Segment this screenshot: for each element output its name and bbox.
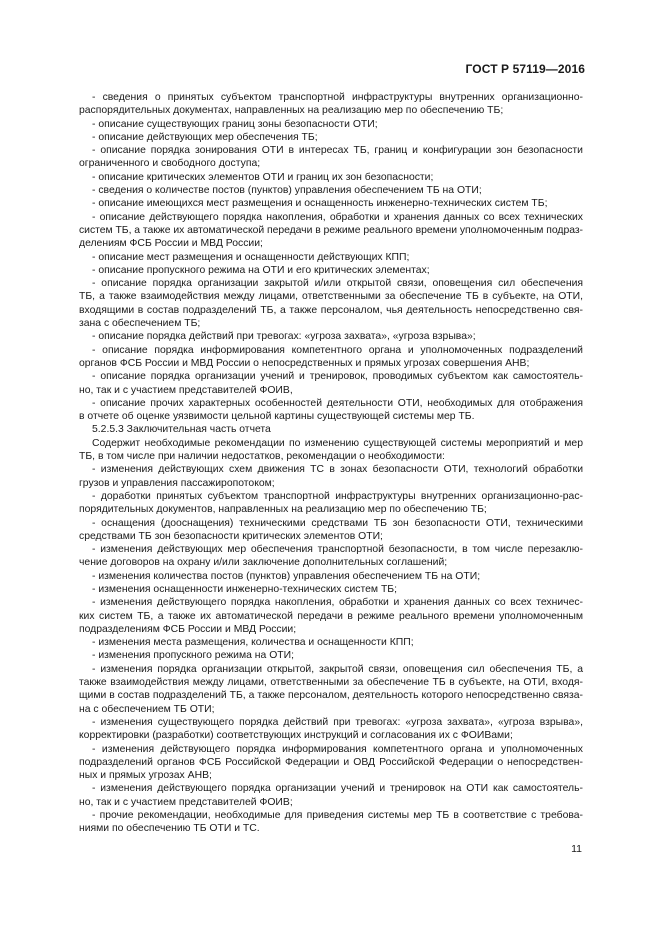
text-line: - описание порядка зонирования ОТИ в интересах ТБ, границ и конфигурации зон безопасности: [92, 145, 583, 157]
text-line: но, так и с участием представителей ФОИВ,: [79, 384, 293, 396]
text-line: - описание порядка информирования компетентного органа и уполномоченных подразделений: [92, 344, 583, 356]
text-line: ких систем ТБ, а также их автоматической передачи в режиме реального времени уполномоченным: [79, 610, 583, 622]
text-line: в отчете об оценке уязвимости цельной картины существующей системы мер ТБ.: [79, 411, 475, 423]
text-line: - описание действующих мер обеспечения ТБ;: [92, 131, 318, 143]
text-line: щими в состав подразделений ТБ, а также персоналом, деятельность которого непосредственно связа-: [79, 690, 583, 702]
text-line: порядительных документов, направленных на реализацию мер по обеспечению ТБ;: [79, 504, 487, 516]
text-line: распорядительных документах, направленных на реализацию мер по обеспечению ТБ;: [79, 105, 504, 117]
text-line: - описание мест размещения и оснащенности действующих КПП;: [92, 251, 410, 263]
page-number: 11: [571, 843, 582, 855]
text-line: чение договоров на охрану и/или заключение дополнительных соглашений;: [79, 557, 448, 569]
text-line: - описание критических элементов ОТИ и границ их зон безопасности;: [92, 171, 434, 183]
text-line: делениям ФСБ России и МВД России;: [79, 238, 263, 250]
text-line: грузов и управления пассажиропотоком;: [79, 477, 275, 489]
text-line: входящими в состав подразделений ТБ, а также персоналом, чья деятельность непосредственно свя-: [79, 304, 583, 316]
text-line: средствами ТБ зон безопасности критических элементов ОТИ;: [79, 530, 383, 542]
text-line: - прочие рекомендации, необходимые для приведения системы мер ТБ в соответствие с требова-: [92, 810, 583, 822]
text-line: 5.2.5.3 Заключительная часть отчета: [92, 424, 271, 436]
text-line: - изменения порядка организации открытой, закрытой связи, оповещения сил обеспечения ТБ, а: [92, 663, 583, 675]
text-line: - описание порядка организации закрытой и/или открытой связи, оповещения сил обеспечения: [92, 278, 583, 290]
text-line: - оснащения (дооснащения) техническими средствами ТБ зон безопасности ОТИ, техническими: [92, 517, 583, 529]
text-line: - описание пропускного режима на ОТИ и его критических элементах;: [92, 264, 430, 276]
text-line: - изменения действующих схем движения ТС в зонах безопасности ОТИ, технологий обработки: [92, 464, 583, 476]
text-line: - изменения существующего порядка действий при тревогах: «угроза захвата», «угроза взрыва»,: [92, 716, 583, 728]
text-line: - сведения о количестве постов (пунктов) управления обеспечением ТБ на ОТИ;: [92, 185, 482, 197]
text-line: ТБ, в том числе при наличии недостатков, рекомендации о необходимости:: [79, 451, 445, 463]
text-line: - доработки принятых субъектом транспортной инфраструктуры внутренних организационно-рас-: [92, 490, 583, 502]
document-body: [79, 91, 583, 836]
text-line: - изменения действующего порядка информирования компетентного органа и уполномоченных: [92, 743, 583, 755]
text-line: ограниченного и свободного доступа;: [79, 158, 261, 170]
text-line: - изменения количества постов (пунктов) управления обеспечением ТБ на ОТИ;: [92, 570, 481, 582]
text-line: ниями по обеспечению ТБ ОТИ и ТС.: [79, 823, 260, 835]
text-line: подразделениям ФСБ России и МВД России;: [79, 623, 297, 635]
text-line: - изменения действующих мер обеспечения транспортной безопасности, в том числе перезаклю-: [92, 544, 583, 556]
text-line: - описание прочих характерных особенностей деятельности ОТИ, необходимых для отображения: [92, 397, 583, 409]
text-line: - описание действующего порядка накопления, обработки и хранения данных со всех технических: [92, 211, 583, 223]
text-line: систем ТБ, а также их автоматической передачи в режиме реального времени уполномоченным подраз-: [79, 224, 583, 236]
text-line: корректировки (разработки) соответствующих инструкций и согласования их с ФОИВами;: [79, 730, 513, 742]
document-id-header: ГОСТ Р 57119—2016: [465, 62, 585, 76]
text-line: - описание порядка действий при тревогах: «угроза захвата», «угроза взрыва»;: [92, 331, 476, 343]
text-line: - сведения о принятых субъектом транспортной инфраструктуры внутренних организационно-: [92, 92, 583, 103]
text-line: на с обеспечением ТБ ОТИ;: [79, 703, 215, 715]
text-line: - описание существующих границ зоны безопасности ОТИ;: [92, 118, 378, 130]
text-line: - изменения оснащенности инженерно-технических систем ТБ;: [92, 583, 398, 595]
text-line: - изменения места размещения, количества и оснащенности КПП;: [92, 637, 414, 649]
text-line: - изменения действующего порядка организации учений и тренировок на ОТИ как самостоятель-: [92, 783, 583, 795]
text-line: но, так и с участием представителей ФОИВ;: [79, 796, 293, 808]
text-line: зана с обеспечением ТБ;: [79, 318, 201, 330]
text-line: - описание имеющихся мест размещения и оснащенность инженерно-технических систем ТБ;: [92, 198, 548, 210]
text-line: также взаимодействия между лицами, ответственными за обеспечение ТБ в субъекте, на ОТИ, входя-: [79, 677, 583, 689]
text-line: ных и прямых угрозах АНВ;: [79, 770, 212, 782]
text-line: органов ФСБ России и МВД России о непосредственных и прямых угрозах совершения АНВ;: [79, 357, 530, 369]
text-line: ТБ, а также взаимодействия между лицами, ответственными за обеспечение ТБ в субъекте, на ОТИ,: [79, 291, 583, 303]
text-line: подразделений органов ФСБ Российской Федерации и ОВД Российской Федерации о непосредствен-: [79, 756, 583, 768]
text-line: - изменения пропускного режима на ОТИ;: [92, 650, 294, 662]
text-line: - изменения действующего порядка накопления, обработки и хранения данных со всех техничес-: [92, 597, 583, 609]
text-line: - описание порядка организации учений и тренировок, проводимых субъектом как самостоятель-: [92, 371, 583, 383]
text-line: Содержит необходимые рекомендации по изменению существующей системы мероприятий и мер: [92, 437, 583, 449]
